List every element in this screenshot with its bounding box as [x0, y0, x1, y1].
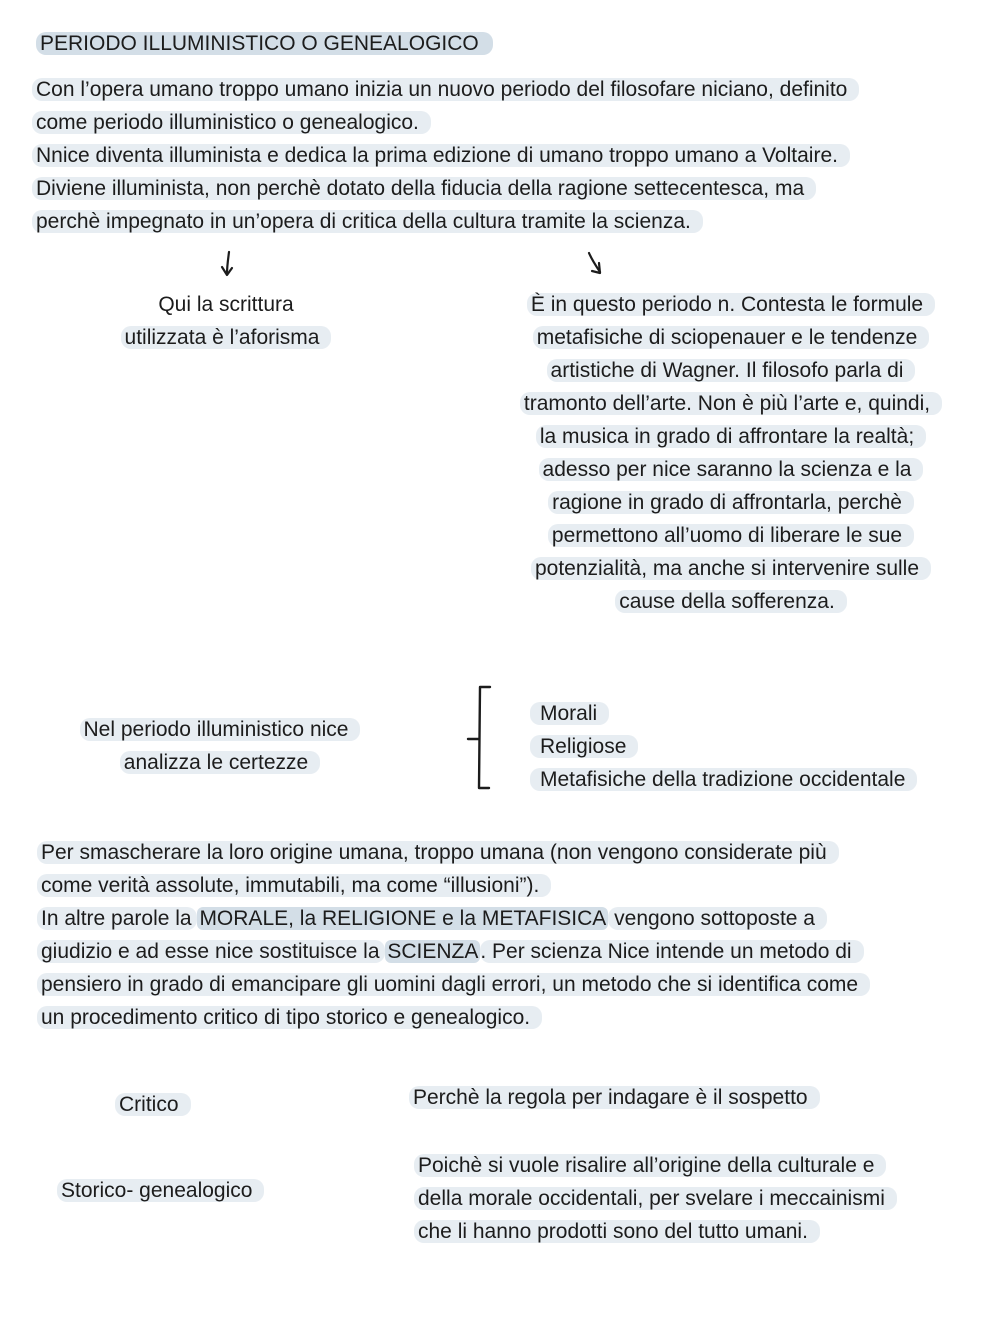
page-title: PERIODO ILLUMINISTICO O GENEALOGICO: [36, 27, 493, 60]
arrow-down-right-icon: [586, 250, 608, 280]
list-item: Morali: [530, 697, 980, 730]
left-note: Qui la scrittura utilizzata è l’aforisma: [76, 288, 376, 354]
storico-description: Poichè si vuole risalire all’origine della culturale e della morale occidentali, per svelare i meccainismi che li hanno prodotti sono del tutto umani.: [414, 1149, 974, 1248]
highlight-morale-religione-metafisica: MORALE, la RELIGIONE e la METAFISICA: [199, 907, 607, 930]
list-item: Metafisiche della tradizione occidentale: [530, 763, 980, 796]
arrow-down-left-icon: [218, 250, 238, 280]
paragraph-two: Per smascherare la loro origine umana, troppo umana (non vengono considerate più come verità assolute, immutabili, ma come “illusioni”). In altre parole la MORALE, la RELIGIONE e la METAFISICA vengono sottoposte a giudizio e ad esse nice sostituisce la SCIENZA. Per scienza Nice intende un metodo di pensiero in grado di emancipare gli uomini dagli errori, un metodo che si identifica come un procedimento critico di tipo storico e genealogico.: [37, 836, 987, 1034]
highlight-scienza: SCIENZA: [387, 940, 479, 963]
list-item: Religiose: [530, 730, 980, 763]
intro-paragraph: Con l’opera umano troppo umano inizia un nuovo periodo del filosofare niciano, definito come periodo illuministico o genealogico. Nnice diventa illuminista e dedica la prima edizione di umano troppo umano a Voltaire. Diviene illuminista, non perchè dotato della fiducia della ragione settecentesca, ma perchè impegnato in un’opera di critica della cultura tramite la scienza.: [32, 73, 982, 238]
right-note: È in questo periodo n. Contesta le formule metafisiche di sciopenauer e le tendenze artistiche di Wagner. Il filosofo parla di tramonto dell’arte. Non è più l’arte e, quindi, la musica in grado di affrontare la realtà; adesso per nice saranno la scienza e la ragione in grado di affrontarla, perchè permettono all’uomo di liberare le sue potenzialità, ma anche si intervenire sulle cause della sofferenza.: [476, 288, 986, 618]
critico-description: Perchè la regola per indagare è il sospetto: [409, 1081, 820, 1114]
certezze-list: [530, 697, 980, 796]
brace-icon: [464, 684, 492, 792]
critico-label: Critico: [115, 1088, 191, 1121]
certezze-label: Nel periodo illuministico nice analizza le certezze: [40, 713, 400, 779]
storico-label: Storico- genealogico: [57, 1174, 264, 1207]
